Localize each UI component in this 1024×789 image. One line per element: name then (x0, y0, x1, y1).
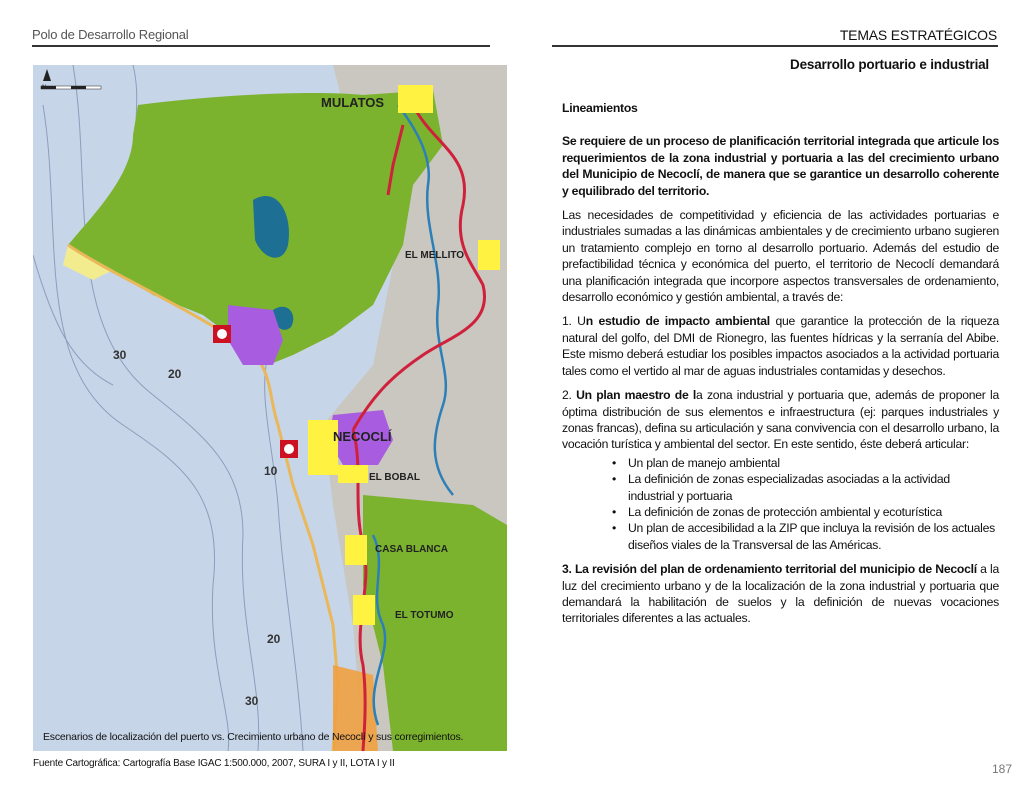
bullet-item: • Un plan de manejo ambiental (612, 455, 999, 471)
label-necocli: NECOCLÍ (333, 429, 392, 444)
scale-bar (41, 86, 101, 89)
depth-label-30-north: 30 (113, 348, 127, 362)
running-header-left: Polo de Desarrollo Regional (32, 27, 189, 42)
list-item-3 (562, 561, 999, 627)
depth-label-10: 10 (264, 464, 278, 478)
page-number: 187 (991, 762, 1012, 776)
bullet-item: • Un plan de accesibilidad a la ZIP que incluya la revisión de los actuales diseños viales de la Transversal de las Américas. (612, 520, 999, 553)
depth-label-20-north: 20 (168, 367, 182, 381)
header-rule-right (552, 45, 998, 47)
item1-text: que garantice la protección de la riqueza natural del golfo, del DMI de Rionegro, las fuentes hídricas y la serranía del Abibe. Este mismo deberá estudiar los posibles impactos asociados a la actividad portuaria tales como el vertido al mar de aguas industriales contamidas y desechos. (562, 314, 999, 378)
item2-text: a zona industrial y portuaria que, además de proponer la óptima distribución de sus elementos e infraestructura (ej: parques industriales y zonas francas), defina su articulación y sana convivencia con el desarrollo urbano, la vocación turística y ambiental del sector. En este sentido, éste deberá articular: (562, 388, 999, 452)
text-column (562, 100, 999, 635)
depth-label-20-south: 20 (267, 632, 281, 646)
bullet-item: • La definición de zonas de protección ambiental y ecoturística (612, 504, 999, 520)
section-subtitle: Desarrollo portuario e industrial (790, 57, 989, 72)
body-paragraph: Las necesidades de competitividad y eficiencia de las actividades portuarias e industriales sumadas a las dinámicas ambientales y de crecimiento urbano sugieren un tratamiento complejo en torno al desarrollo portuario. Además del estudio de prefactibilidad técnica y económica del puerto, el territorio de Necoclí demandará una planificación integrada que incorpore aspectos transversales de ordenamiento, desarrollo económico y gestión ambiental, a través de: (562, 208, 999, 305)
item2-number: 2. (562, 388, 577, 403)
label-casa-blanca: CASA BLANCA (375, 544, 448, 555)
header-rule-left (32, 45, 490, 47)
bullet-item: • La definición de zonas especializadas asociadas a la actividad industrial y portuaria (612, 471, 999, 504)
depth-label-30-south: 30 (245, 694, 259, 708)
port-marker-necocli (280, 440, 298, 458)
label-mulatos: MULATOS (321, 95, 385, 110)
item1-number: 1. U (562, 314, 586, 329)
map-graphic (33, 65, 507, 751)
item1-heading: n estudio de impacto ambiental (585, 314, 770, 329)
port-marker-north (213, 325, 231, 343)
label-el-bobal: EL BOBAL (369, 472, 420, 483)
section-title: Lineamientos (562, 101, 638, 115)
item3-text: a la luz del crecimiento urbano y de la localización de la zona industrial y portuaria que demandará la habilitación de suelos y la definición de nuevas vocaciones territoriales diferentes a las actuales. (562, 562, 999, 626)
running-header-right: TEMAS ESTRATÉGICOS (839, 27, 997, 43)
map-source: Fuente Cartográfica: Cartografía Base IGAC 1:500.000, 2007, SURA I y II, LOTA I y II (33, 758, 395, 769)
bullet-list (612, 455, 999, 553)
item2-heading: Un plan maestro de l (576, 388, 697, 403)
map-caption: Escenarios de localización del puerto vs. Crecimiento urbano de Necoclí y sus corregimientos. (43, 731, 464, 743)
list-item-1 (562, 313, 999, 379)
regional-map (33, 65, 507, 751)
label-el-mellito: EL MELLITO (405, 250, 465, 261)
item3-heading: 3. La revisión del plan de ordenamiento territorial del municipio de Necoclí (562, 562, 977, 577)
intro-paragraph: Se requiere de un proceso de planificación territorial integrada que articule los requerimientos de la zona industrial y portuaria a las del crecimiento urbano del Municipio de Necoclí, de manera que se garantice un desarrollo coherente y equilibrado del territorio. (562, 134, 999, 198)
label-el-totumo: EL TOTUMO (395, 610, 454, 621)
list-item-2 (562, 387, 999, 453)
